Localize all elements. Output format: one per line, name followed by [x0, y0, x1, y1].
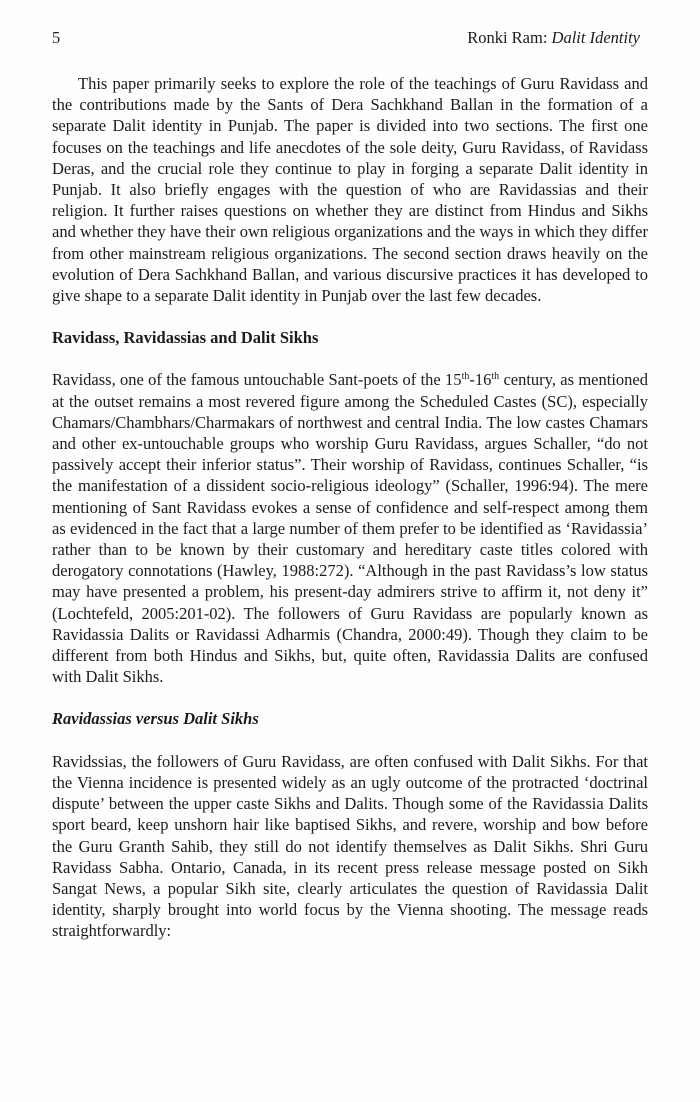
section-heading-ravidassias-versus: Ravidassias versus Dalit Sikhs [52, 709, 259, 729]
section1-paragraph [52, 369, 648, 687]
superscript-th-1: th [461, 371, 470, 383]
page [52, 26, 648, 942]
superscript-th-2: th [491, 371, 500, 383]
running-author: Ronki Ram: [467, 28, 552, 47]
intro-paragraph: This paper primarily seeks to explore the role of the teachings of Guru Ravidass and the contributions made by the Sants of Dera Sachkhand Ballan in the formation of a separate Dalit identity in Punjab. The paper is divided into two sections. The first one focuses on the teachings and life anecdotes of the sole deity, Guru Ravidass, of Ravidass Deras, and the crucial role they continue to play in forging a separate Dalit identity in Punjab. It also briefly engages with the question of who are Ravidassias and their religion. It further raises questions on whether they are distinct from Hindus and Sikhs and whether they have their own religious organizations and the ways in which they differ from other mainstream religious organizations. The second section draws heavily on the evolution of Dera Sachkhand Ballan, and various discursive practices it has developed to give shape to a separate Dalit identity in Punjab over the last few decades. [52, 74, 648, 306]
century-dash: -16 [469, 370, 492, 390]
page-number: 5 [52, 28, 61, 47]
section2-paragraph: Ravidssias, the followers of Guru Ravidass, are often confused with Dalit Sikhs. For that the Vienna incidence is presented widely as an ugly outcome of the protracted ‘doctrinal dispute’ between the upper caste Sikhs and Dalits. Though some of the Ravidassia Dalits sport beard, keep unshorn hair like baptised Sikhs, and revere, worship and bow before the Guru Granth Sahib, they still do not identify themselves as Dalit Sikhs. Shri Guru Ravidass Sabha. Ontario, Canada, in its recent press release message posted on Sikh Sangat News, a popular Sikh site, clearly articulates the question of Ravidassia Dalit identity, sharply brought into world focus by the Vienna shooting. The message reads straightforwardly: [52, 751, 648, 941]
section1-body: century, as mentioned at the outset remains a most revered figure among the Scheduled Castes (SC), especially Chamars/Chambhars/Charmakars of northwest and central India. The low castes Chamars and other ex-untouchable groups who worship Guru Ravidass, argues Schaller, “do not passively accept their inferior status”. Their worship of Ravidass, continues Schaller, “is the manifestation of a dissident socio-religious ideology” (Schaller, 1996:94). The mere mentioning of Sant Ravidass evokes a sense of confidence and self-respect among them as evidenced in the fact that a large number of them prefer to be identified as ‘Ravidassia’ rather than to be known by their customary and hereditary caste titles colored with derogatory connotations (Hawley, 1988:272). “Although in the past Ravidass’s low status may have presented a problem, his present-day admirers strive to affirm it, not deny it” (Lochtefeld, 2005:201-02). The followers of Guru Ravidass are popularly known as Ravidassia Dalits or Ravidassi Adharmis (Chandra, 2000:49). Though they claim to be different from both Hindus and Sikhs, but, quite often, Ravidassia Dalits are confused with Dalit Sikhs. [52, 370, 648, 687]
section1-lead: Ravidass, one of the famous untouchable Sant-poets of the 15 [52, 370, 462, 390]
running-title-italic: Dalit Identity [551, 28, 640, 47]
running-title [467, 26, 640, 50]
running-header [52, 26, 648, 50]
section-heading-ravidass: Ravidass, Ravidassias and Dalit Sikhs [52, 328, 319, 348]
